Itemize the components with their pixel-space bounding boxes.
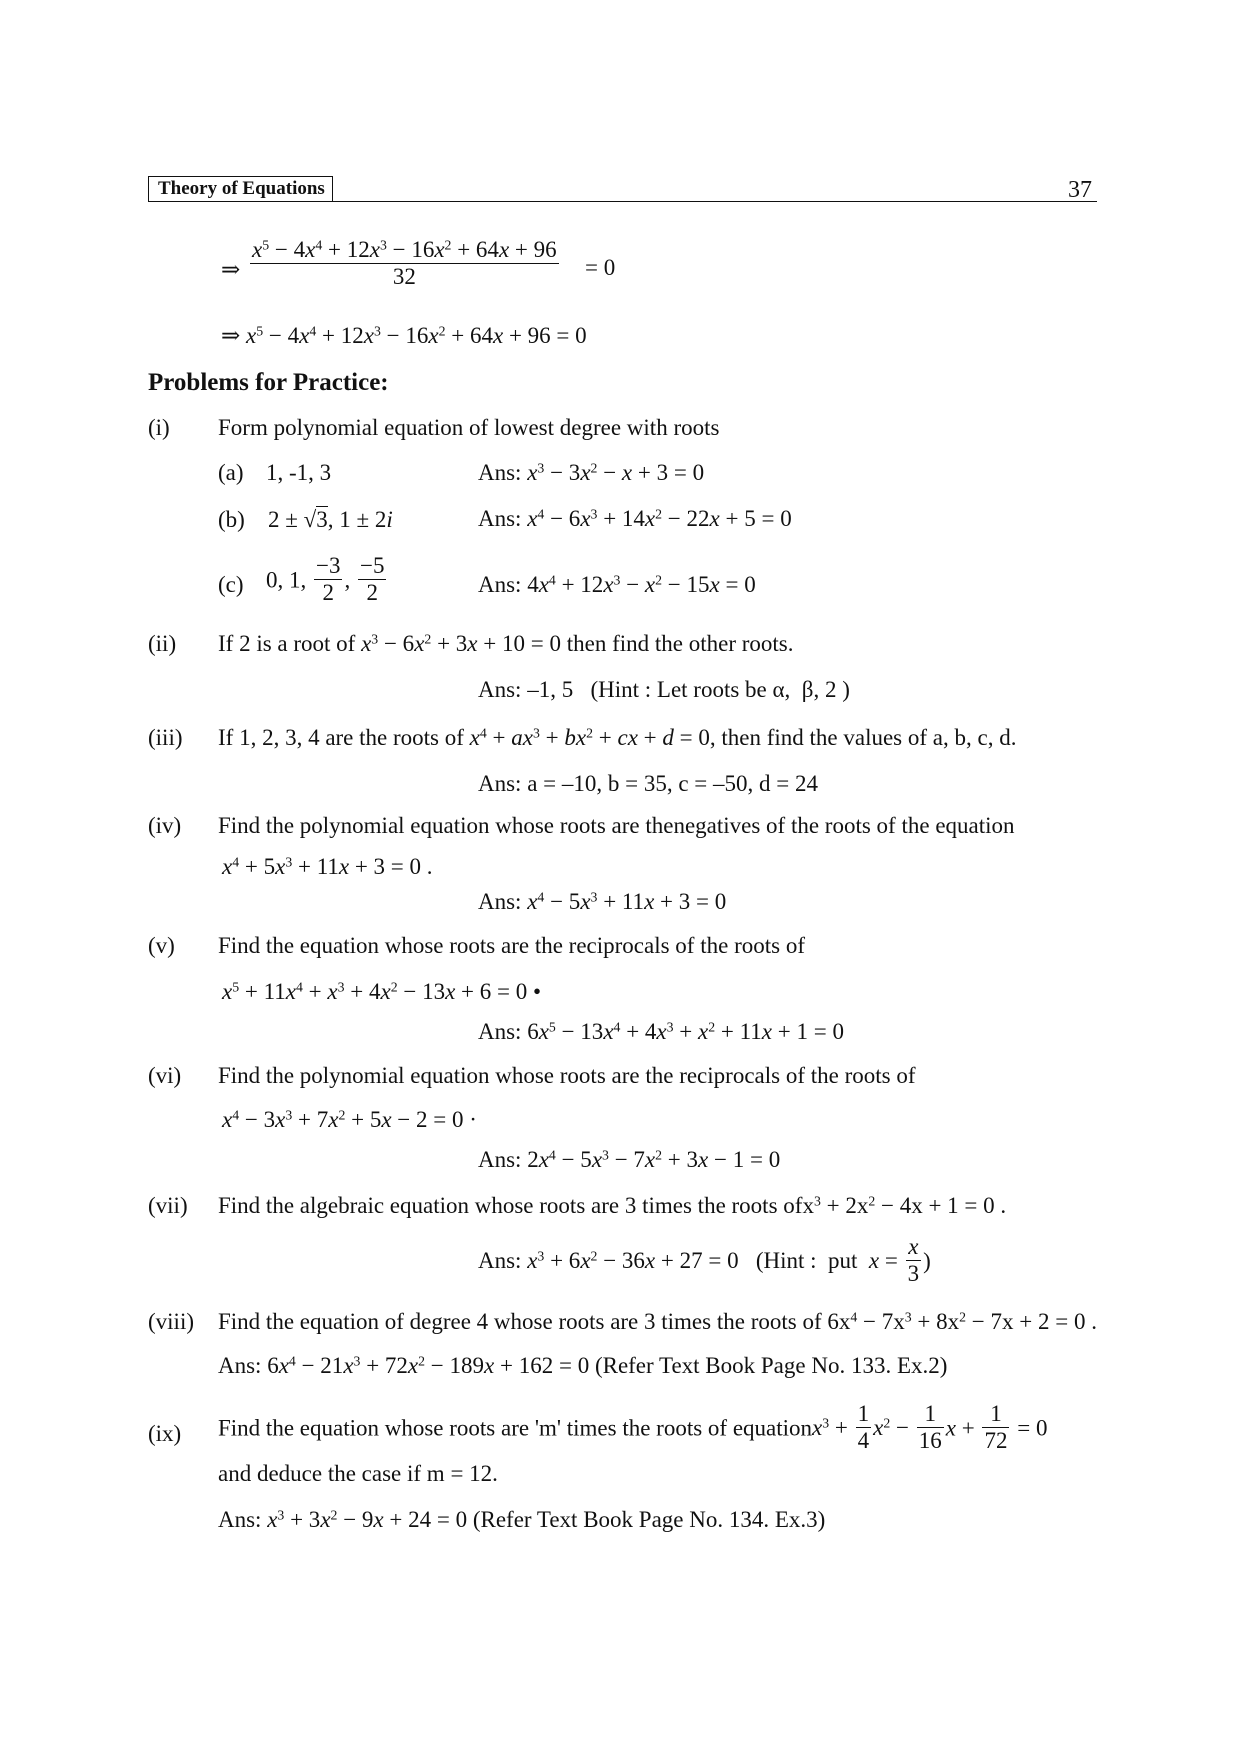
problem-i-c-roots: 0, 1, $\frac{-3}{2}$ , $\frac{-5}{2}$ bbox=[266, 553, 385, 606]
derivation-line-2: ⇒ $x^5 - 4x^4 + 12x^3 - 16x^2 + 64x + 96 = 0$ bbox=[221, 323, 587, 348]
problem-ix-text: Find the equation whose roots are 'm' times the roots of equationx$^3$ + $\frac{1}{4}$ $x^2$ − $\frac{1}{16}$ x + $\frac{1}{72}$ = 0 bbox=[218, 1401, 1048, 1454]
section-heading: Problems for Practice: bbox=[148, 369, 389, 396]
problem-vii-answer: Ans: $x^3 + 6x^2 - 36x + 27 = 0$ (Hint : put x = $\frac{x}{3}$ ) bbox=[478, 1234, 931, 1287]
problem-iii-text: If 1, 2, 3, 4 are the roots of $x^4 + ax^3 + bx^2$ + cx + d = 0, then find the values of a, b, c, d. bbox=[218, 725, 1017, 750]
problem-vii-number: (vii) bbox=[148, 1193, 188, 1218]
problem-v-text: Find the equation whose roots are the reciprocals of the roots of bbox=[218, 933, 805, 958]
problem-ii-answer: Ans: –1, 5 (Hint : Let roots be α, β, 2 ) bbox=[478, 677, 850, 702]
problem-iv-text: Find the polynomial equation whose roots are thenegatives of the roots of the equation bbox=[218, 813, 1015, 838]
problem-i-number: (i) bbox=[148, 415, 170, 440]
derivation-eq-zero: = 0 bbox=[585, 255, 616, 280]
problem-i-a-roots: 1, -1, 3 bbox=[266, 460, 332, 485]
problem-vii-text: Find the algebraic equation whose roots are 3 times the roots $ofx^3 + 2x^2 - 4x + 1 = 0$ . bbox=[218, 1193, 1007, 1218]
problem-iv-equation: $x^4 + 5x^3 + 11x + 3 = 0$ . bbox=[222, 854, 433, 879]
problem-iv-answer: Ans: $x^4 - 5x^3 + 11x + 3 = 0$ bbox=[478, 889, 727, 914]
sqrt-icon: √ bbox=[303, 507, 317, 532]
header-title: Theory of Equations bbox=[148, 176, 333, 202]
problem-ii-text: If 2 is a root of $x^3 - 6x^2 + 3x + 10 = 0$ then find the other roots. bbox=[218, 631, 794, 656]
problem-iv-number: (iv) bbox=[148, 813, 182, 838]
problem-i-a-label: (a) bbox=[218, 460, 244, 485]
problem-i-b-roots: 2 ± √3, 1 ± 2i bbox=[268, 507, 393, 532]
problem-i-text: Form polynomial equation of lowest degree with roots bbox=[218, 415, 720, 440]
problem-vi-text: Find the polynomial equation whose roots are the reciprocals of the roots of bbox=[218, 1063, 916, 1088]
problem-i-a-answer: Ans: $x^3 - 3x^2 - x + 3 = 0$ bbox=[478, 460, 705, 485]
problem-ix-number: (ix) bbox=[148, 1421, 182, 1446]
problem-vi-answer: Ans: $2x^4 - 5x^3 - 7x^2 + 3x - 1 = 0$ bbox=[478, 1147, 781, 1172]
derivation-implies-1: ⇒ bbox=[221, 257, 241, 282]
problem-i-c-answer: Ans: $4x^4 + 12x^3 - x^2 - 15x = 0$ bbox=[478, 572, 756, 597]
problem-viii-answer: Ans: $6x^4 - 21x^3 + 72x^2 - 189x + 162 = 0$ (Refer Text Book Page No. 133. Ex.2) bbox=[218, 1353, 948, 1378]
problem-vi-number: (vi) bbox=[148, 1063, 182, 1088]
problem-viii-text: Find the equation of degree 4 whose roots are 3 times the roots of $6x^4 - 7x^3 + 8x^2 - 7x + 2 = 0$ . bbox=[218, 1309, 1097, 1334]
problem-ix-answer: Ans: $x^3 + 3x^2 - 9x + 24 = 0$ (Refer Text Book Page No. 134. Ex.3) bbox=[218, 1507, 826, 1532]
problem-ii-number: (ii) bbox=[148, 631, 177, 656]
header-rule bbox=[333, 201, 1097, 202]
problem-iii-answer: Ans: a = –10, b = 35, c = –50, d = 24 bbox=[478, 771, 819, 796]
derivation-numerator: $x^5 - 4x^4 + 12x^3 - 16x^2 + 64x + 96$ bbox=[250, 237, 559, 264]
problem-i-b-label: (b) bbox=[218, 507, 245, 532]
problem-i-b-answer: Ans: $x^4 - 6x^3 + 14x^2 - 22x + 5 = 0$ bbox=[478, 506, 792, 531]
derivation-denominator: 32 bbox=[392, 264, 416, 290]
page-number: 37 bbox=[1068, 177, 1092, 203]
problem-ix-text-2: and deduce the case if m = 12. bbox=[218, 1461, 498, 1486]
problem-v-equation: $x^5 + 11x^4 + x^3 + 4x^2 - 13x + 6 = 0$ • bbox=[222, 979, 542, 1004]
problem-viii-number: (viii) bbox=[148, 1309, 194, 1334]
problem-iii-number: (iii) bbox=[148, 725, 183, 750]
problem-i-c-label: (c) bbox=[218, 572, 244, 597]
problem-vi-equation: $x^4 - 3x^3 + 7x^2 + 5x - 2 = 0$ · bbox=[222, 1107, 477, 1132]
derivation-fraction bbox=[250, 237, 559, 291]
problem-v-answer: Ans: $6x^5 - 13x^4 + 4x^3 + x^2 + 11x + 1 = 0$ bbox=[478, 1019, 844, 1044]
problem-v-number: (v) bbox=[148, 933, 175, 958]
